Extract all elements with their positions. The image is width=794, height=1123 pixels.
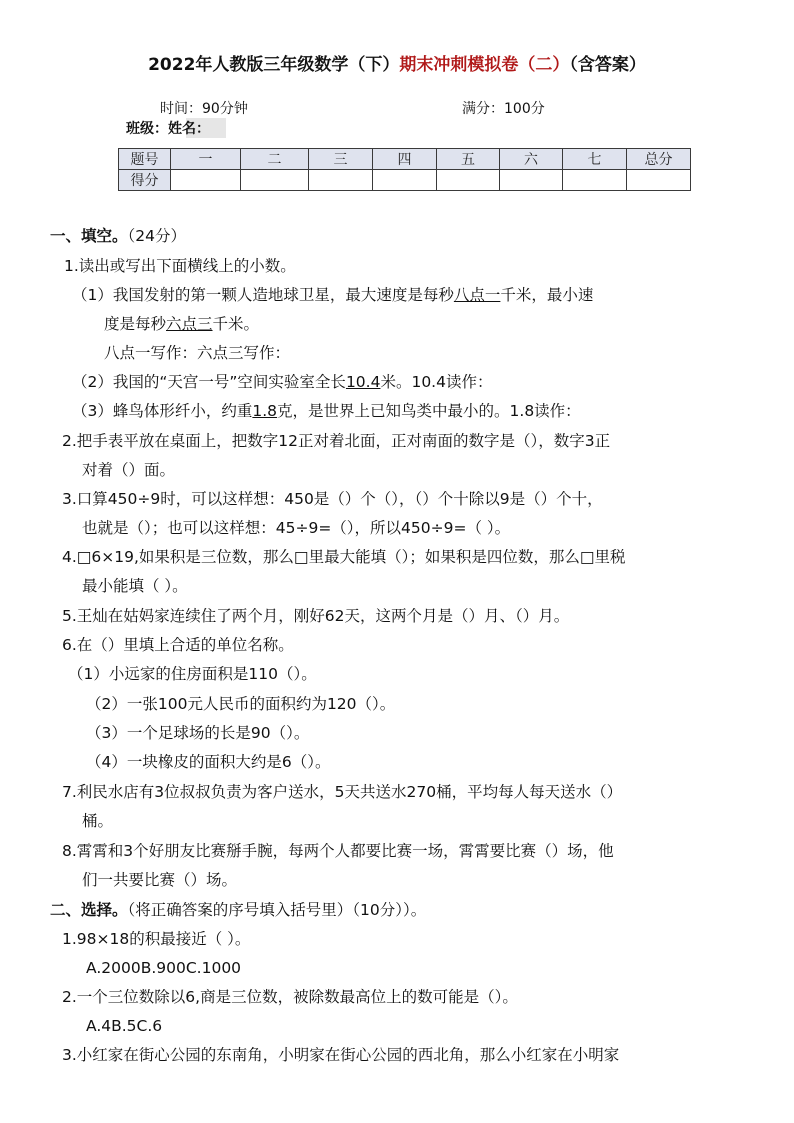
score-cell[interactable]	[437, 170, 500, 191]
question-5: 5.王灿在姑妈家连续住了两个月，刚好62天，这两个月是（）月、（）月。	[62, 607, 570, 625]
q1-3-text: （3）蜂鸟体形纤小，约重	[72, 402, 253, 420]
question-6-2: （2）一张100元人民币的面积约为120（）。	[86, 695, 396, 713]
score-table-header: 四	[373, 149, 437, 170]
question-2: 2.把手表平放在桌面上，把数字12正对着北面，正对南面的数字是（），数字3正	[62, 432, 611, 450]
exam-time: 时间：90分钟	[160, 101, 248, 117]
score-cell[interactable]	[500, 170, 563, 191]
question-2-cont: 对着（）面。	[82, 461, 176, 479]
section-2-heading	[50, 900, 426, 920]
question-7-cont: 桶。	[82, 812, 114, 830]
choice-1: 1.98×18的积最接近（ ）。	[62, 930, 251, 948]
question-1: 1.读出或写出下面横线上的小数。	[64, 257, 296, 275]
question-6-1: （1）小远家的住房面积是110（）。	[68, 665, 317, 683]
question-3: 3.口算450÷9时，可以这样想：450是（）个（），（）个十除以9是（）个十，	[62, 490, 603, 508]
question-4: 4.□6×19,如果积是三位数，那么□里最大能填（）；如果积是四位数，那么□里税	[62, 548, 626, 566]
question-1-1-cont	[104, 314, 259, 334]
underlined-number: 10.4	[345, 373, 381, 391]
choice-2-options: A.4B.5C.6	[86, 1017, 163, 1035]
score-cell[interactable]	[563, 170, 627, 191]
choice-1-options: A.2000B.900C.1000	[86, 959, 242, 977]
underlined-number: 八点一	[453, 286, 501, 304]
score-cell[interactable]	[309, 170, 373, 191]
score-table-header: 一	[171, 149, 241, 170]
score-cell[interactable]	[627, 170, 691, 191]
title-main: 2022年人教版三年级数学（下）	[148, 55, 400, 75]
score-cell[interactable]	[171, 170, 241, 191]
section-2-note: （将正确答案的序号填入括号里）（10分））。	[127, 901, 427, 919]
question-4-cont: 最小能填（ ）。	[82, 577, 188, 595]
q1-1b-text-end: 千米。	[212, 315, 260, 333]
choice-2: 2.一个三位数除以6,商是三位数，被除数最高位上的数可能是（）。	[62, 988, 518, 1006]
question-7: 7.利民水店有3位叔叔负责为客户送水，5天共送水270桶，平均每人每天送水（）	[62, 783, 623, 801]
q1-2-text: （2）我国的“天宫一号”空间实验室全长	[72, 373, 346, 391]
full-score: 满分：100分	[462, 101, 545, 117]
score-row-label: 得分	[119, 170, 171, 191]
score-cell[interactable]	[373, 170, 437, 191]
score-table	[118, 148, 691, 191]
title-red: 期末冲刺模拟卷（二）	[399, 55, 570, 75]
score-table-header: 二	[241, 149, 309, 170]
question-6-4: （4）一块橡皮的面积大约是6（）。	[86, 753, 331, 771]
question-1-1	[72, 285, 593, 305]
choice-3: 3.小红家在街心公园的东南角，小明家在街心公园的西北角，那么小红家在小明家	[62, 1046, 620, 1064]
section-1-title: 一、填空。	[50, 227, 128, 245]
question-1-1-answer: 八点一写作：六点三写作：	[104, 344, 291, 362]
question-1-3	[72, 401, 581, 421]
q1-3-text-end: 克，是世界上已知鸟类中最小的。1.8读作：	[277, 402, 581, 420]
section-1-score: （24分）	[127, 227, 186, 245]
class-name-label: 班级：姓名：	[126, 118, 226, 138]
question-3-cont: 也就是（）；也可以这样想：45÷9=（），所以450÷9=（ ）。	[82, 519, 511, 537]
score-table-header: 题号	[119, 149, 171, 170]
q1-1b-text: 度是每秒	[104, 315, 167, 333]
q1-2-text-end: 米。10.4读作：	[380, 373, 493, 391]
section-1-heading	[50, 226, 186, 246]
question-1-2	[72, 372, 492, 392]
question-6-3: （3）一个足球场的长是90（）。	[86, 724, 310, 742]
question-8-cont: 们一共要比赛（）场。	[82, 871, 238, 889]
underlined-number: 六点三	[166, 315, 213, 333]
title-suffix: （含答案）	[569, 55, 646, 75]
underlined-number: 1.8	[252, 402, 278, 420]
score-table-header: 总分	[627, 149, 691, 170]
page-title	[0, 50, 794, 75]
score-table-header: 三	[309, 149, 373, 170]
score-table-header: 六	[500, 149, 563, 170]
q1-1-text: （1）我国发射的第一颗人造地球卫星，最大速度是每秒	[72, 286, 454, 304]
q1-1-text-end: 千米，最小速	[500, 286, 594, 304]
question-8: 8.霄霄和3个好朋友比赛掰手腕，每两个人都要比赛一场，霄霄要比赛（）场，他	[62, 842, 614, 860]
score-table-header: 七	[563, 149, 627, 170]
question-6: 6.在（）里填上合适的单位名称。	[62, 636, 294, 654]
score-table-header: 五	[437, 149, 500, 170]
score-cell[interactable]	[241, 170, 309, 191]
section-2-title: 二、选择。	[50, 901, 128, 919]
